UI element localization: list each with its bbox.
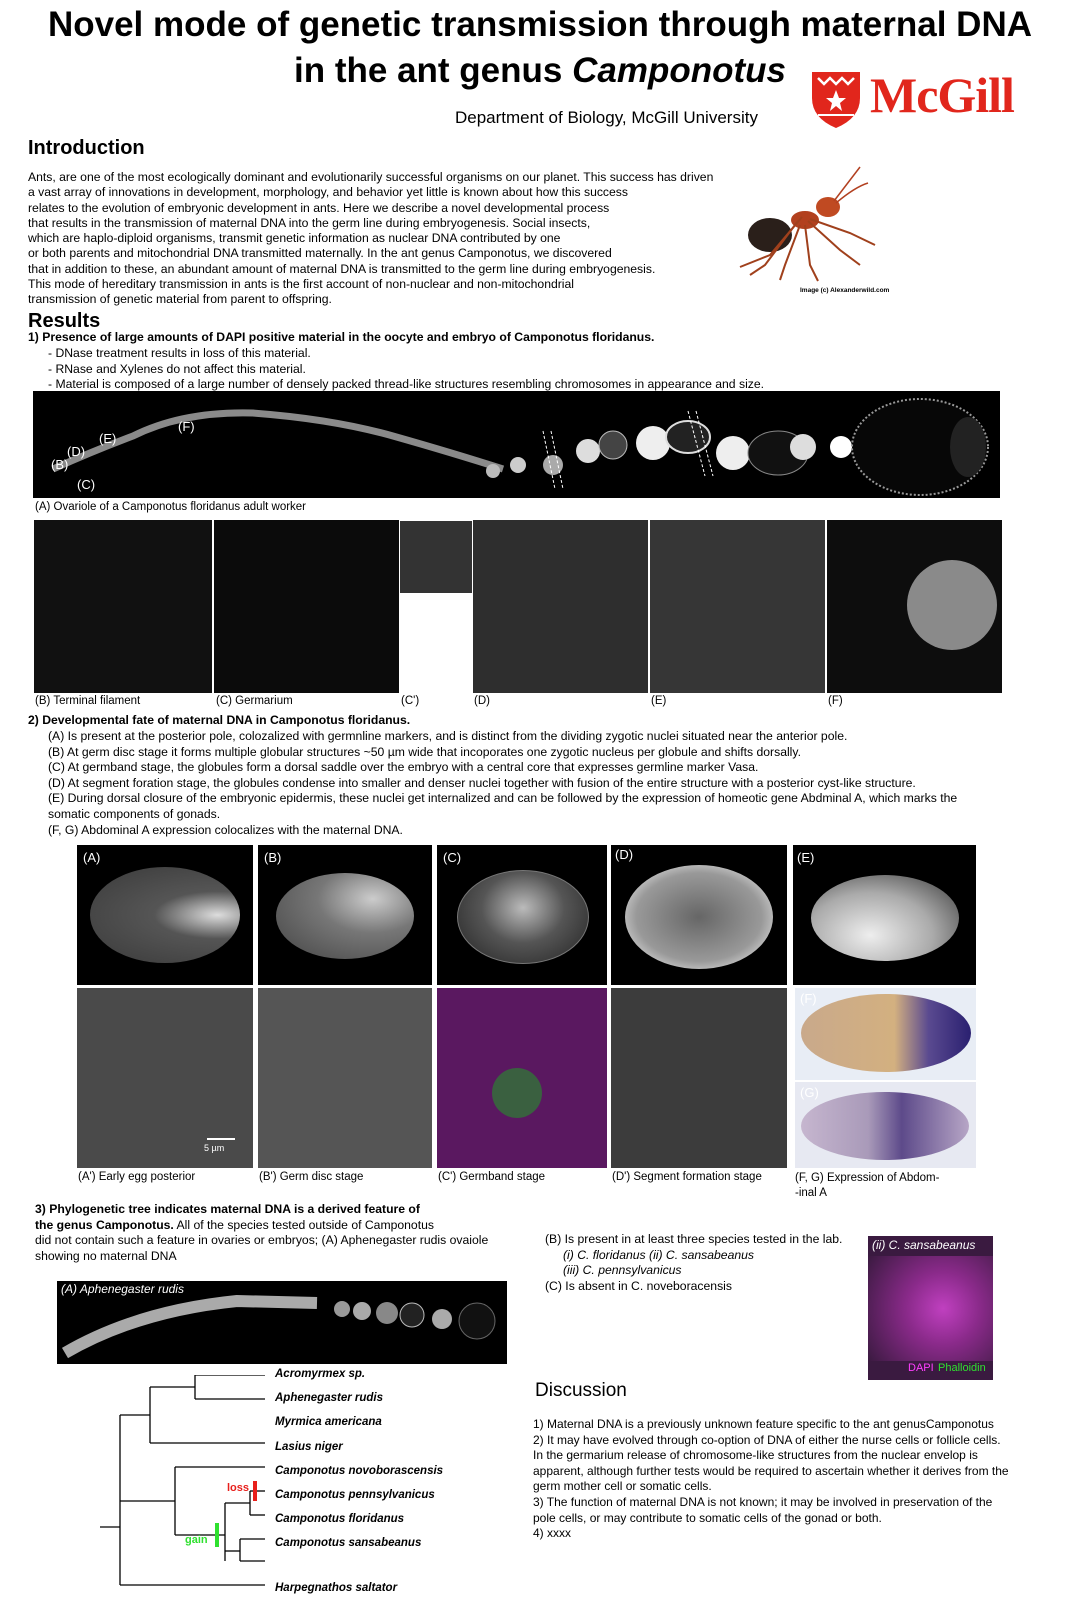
tree-species: Camponotus floridanus bbox=[275, 1513, 405, 1525]
abdominal-a-g bbox=[795, 1082, 976, 1168]
aphenegaster-label: (A) Aphenegaster rudis bbox=[61, 1282, 184, 1296]
section2-line: (D) At segment foration stage, the globules condense into smaller and denser nuclei together with fusion of the entire structure with a posterior cyst-like structure. bbox=[48, 775, 916, 790]
embryo-b bbox=[258, 845, 432, 985]
section3-right: (B) Is present in at least three species tested in the lab. (i) C. floridanus (ii) C. sansabeanus (iii) C. pennsylvanicus (C) Is absent in C. noveboracensis bbox=[545, 1232, 843, 1293]
intro-line: which are haplo-diploid organisms, transmit genetic information as nuclear DNA contributed by one bbox=[28, 231, 561, 246]
image-credit: Image (c) Alexanderwild.com bbox=[800, 287, 890, 294]
embryo-label: (C) bbox=[443, 850, 462, 865]
ovariole-label: (B) bbox=[51, 457, 69, 472]
tree-species: Lasius niger bbox=[275, 1441, 343, 1453]
micrograph-germarium bbox=[214, 520, 399, 693]
ovariole-drawing bbox=[33, 391, 1000, 498]
scale-bar-label: 5 µm bbox=[204, 1143, 225, 1153]
discussion-heading: Discussion bbox=[535, 1380, 627, 1401]
intro-line: Ants, are one of the most ecologically dominant and evolutionarily successful organisms on our planet. This success has driven bbox=[28, 170, 714, 184]
caption-fg: (F, G) Expression of Abdom- -inal A bbox=[795, 1172, 940, 1199]
title-line-1: Novel mode of genetic transmission through maternal DNA bbox=[47, 5, 1033, 44]
stain-dapi: DAPI bbox=[908, 1362, 934, 1374]
ovariole-label: (D) bbox=[67, 444, 86, 459]
caption-d-prime: (D') Segment formation stage bbox=[612, 1171, 762, 1183]
caption-terminal-filament: (B) Terminal filament bbox=[35, 695, 141, 707]
tree-species: Camponotus pennsylvanicus bbox=[275, 1489, 435, 1501]
detail-b-prime bbox=[258, 988, 432, 1168]
intro-line: relates to the evolution of embryonic development in ants. Here we describe a novel developmental process bbox=[28, 200, 610, 215]
intro-text bbox=[28, 170, 788, 308]
intro-heading: Introduction bbox=[28, 137, 145, 159]
shield-icon bbox=[808, 68, 864, 130]
discussion-line: apparent, although further tests would be required to ascertain whether it derives from the bbox=[533, 1463, 1009, 1478]
intro-line: or both parents and mitochondrial DNA transmitted maternally. In the ant genus Camponotus, we discovered bbox=[28, 246, 612, 261]
caption-f: (F) bbox=[828, 695, 843, 707]
micrograph-terminal-filament bbox=[34, 520, 212, 693]
department: Department of Biology, McGill University bbox=[455, 108, 758, 127]
results-heading: Results bbox=[28, 310, 101, 332]
tree-species: Myrmica americana bbox=[275, 1416, 382, 1428]
title-line-2: in the ant genus Camponotus bbox=[294, 51, 786, 90]
scale-bar bbox=[207, 1138, 235, 1140]
ovariole-caption: (A) Ovariole of a Camponotus floridanus adult worker bbox=[35, 501, 307, 513]
discussion-text bbox=[533, 1417, 1068, 1542]
detail-d-prime bbox=[611, 988, 787, 1168]
tree-species: Acromyrmex sp. bbox=[275, 1368, 366, 1380]
section3-title-b: the genus Camponotus. bbox=[35, 1217, 174, 1232]
bullet: - DNase treatment results in loss of this material. bbox=[48, 346, 311, 360]
embryo-d bbox=[611, 845, 787, 985]
section2-line: (C) At germband stage, the globules form a dorsal saddle over the embryo with a central core that expresses germline marker Vasa. bbox=[48, 760, 759, 775]
ovariole-label: (C) bbox=[77, 477, 96, 492]
micrograph-f bbox=[827, 520, 1002, 693]
caption-a-prime: (A') Early egg posterior bbox=[78, 1171, 196, 1183]
embryo-a bbox=[77, 845, 253, 985]
caption-e: (E) bbox=[651, 695, 667, 707]
bullet: - RNase and Xylenes do not affect this material. bbox=[48, 361, 306, 376]
micrograph-germarium-inset bbox=[399, 520, 473, 594]
embryo-label: (E) bbox=[797, 850, 815, 865]
tree-species: Camponotus sansabeanus bbox=[275, 1537, 422, 1549]
section2-line: (F, G) Abdominal A expression colocalizes with the maternal DNA. bbox=[48, 822, 403, 837]
section3-text: 3) Phylogenetic tree indicates maternal DNA is a derived feature of the genus Camponotus. All of the species tested outside of Camponotus did not contain such a feature in ovaries or embryos; (A) Aphenegaster rudis ovaiole showing no maternal DNA bbox=[35, 1202, 525, 1264]
caption-d: (D) bbox=[474, 695, 490, 707]
intro-line: This mode of hereditary transmission in ants is the first account of non-nuclear and non-mitochondrial bbox=[28, 277, 575, 292]
caption-c-prime-2: (C') Germband stage bbox=[438, 1171, 546, 1183]
discussion-line: pole cells, or may contribute to somatic cells of the gonad or both. bbox=[533, 1510, 882, 1525]
detail-c-prime bbox=[437, 988, 607, 1168]
micrograph-e bbox=[650, 520, 825, 693]
detail-a-prime bbox=[77, 988, 253, 1168]
discussion-line: 2) It may have evolved through co-option of DNA of either the nurse cells or follicle cells. bbox=[533, 1432, 1001, 1447]
embryo-e bbox=[793, 845, 976, 985]
ovariole-image bbox=[33, 391, 1000, 498]
micrograph-d bbox=[473, 520, 648, 693]
embryo-label: (D) bbox=[615, 847, 634, 862]
discussion-line: 3) The function of maternal DNA is not known; it may be involved in preservation of the bbox=[533, 1494, 993, 1509]
gain-label: gain bbox=[185, 1534, 208, 1546]
bullet: - Material is composed of a large number of densely packed thread-like structures resembling chromosomes in appearance and size. bbox=[48, 377, 765, 392]
discussion-line: 4) xxxx bbox=[533, 1526, 572, 1541]
embryo-label: (A) bbox=[83, 850, 101, 865]
intro-line: that in addition to these, an abundant amount of maternal DNA is transmitted to the germ line during embryogenesis. bbox=[28, 261, 656, 276]
tree-species: Camponotus novoborascensis bbox=[275, 1465, 444, 1477]
tree-species: Harpegnathos saltator bbox=[275, 1582, 398, 1594]
intro-line: that results in the transmission of maternal DNA into the germ line during embryogenesis. Social insects, bbox=[28, 215, 591, 230]
section2-line: somatic components of gonads. bbox=[48, 806, 221, 821]
logo-wordmark: McGill bbox=[870, 67, 1014, 123]
mcgill-logo bbox=[808, 68, 1080, 128]
caption-c-prime: (C') bbox=[401, 695, 420, 707]
ovariole-label: (E) bbox=[99, 431, 117, 446]
caption-b-prime: (B') Germ disc stage bbox=[259, 1171, 364, 1183]
side-label-g: (G) bbox=[800, 1085, 819, 1100]
side-label-f: (F) bbox=[800, 991, 817, 1006]
discussion-line: In the germarium release of chromosome-like structures from the nuclear envelop is bbox=[533, 1448, 978, 1463]
sansabeanus-image bbox=[868, 1236, 993, 1380]
tree-species: Aphenegaster rudis bbox=[275, 1392, 383, 1404]
ovariole-label: (F) bbox=[178, 419, 195, 434]
abdominal-a-f bbox=[795, 988, 976, 1080]
intro-line: a vast array of innovations in development, morphology, and behavior yet little is known about how this success bbox=[28, 185, 628, 200]
section2-line: (B) At germ disc stage it forms multiple globular structures ~50 µm wide that incoporates one zygotic nucleus per globule and shifts dorsally. bbox=[48, 744, 801, 759]
aphenegaster-ovariole bbox=[57, 1281, 507, 1364]
section2-line: (E) During dorsal closure of the embryonic epidermis, these nuclei get internalized and can be followed by the expression of homeotic gene Abdminal A, which marks the bbox=[48, 791, 958, 806]
ant-photo bbox=[710, 155, 910, 285]
stain-phalloidin: Phalloidin bbox=[938, 1362, 986, 1374]
discussion-line: 1) Maternal DNA is a previously unknown feature specific to the ant genusCamponotus bbox=[533, 1417, 994, 1431]
loss-label: loss bbox=[227, 1482, 250, 1494]
discussion-line: germ mother cell or somatic cells. bbox=[533, 1479, 712, 1494]
embryo-c bbox=[437, 845, 607, 985]
caption-germarium: (C) Germarium bbox=[216, 695, 293, 707]
section1-title: 1) Presence of large amounts of DAPI positive material in the oocyte and embryo of Camponotus floridanus. bbox=[28, 330, 655, 344]
section2-line: (A) Is present at the posterior pole, colozalized with germnline markers, and is distinct from the dividing zygotic nuclei situated near the anterior pole. bbox=[48, 729, 848, 743]
embryo-label: (B) bbox=[264, 850, 282, 865]
sansabeanus-label: (ii) C. sansabeanus bbox=[872, 1238, 976, 1252]
phylogenetic-tree bbox=[95, 1375, 275, 1595]
intro-line: transmission of genetic material from parent to offspring. bbox=[28, 292, 332, 307]
section2-text bbox=[48, 729, 957, 838]
section2-title: 2) Developmental fate of maternal DNA in Camponotus floridanus. bbox=[28, 713, 411, 727]
section1-bullets bbox=[48, 346, 764, 393]
section3-title: 3) Phylogenetic tree indicates maternal DNA is a derived feature of bbox=[35, 1202, 420, 1216]
